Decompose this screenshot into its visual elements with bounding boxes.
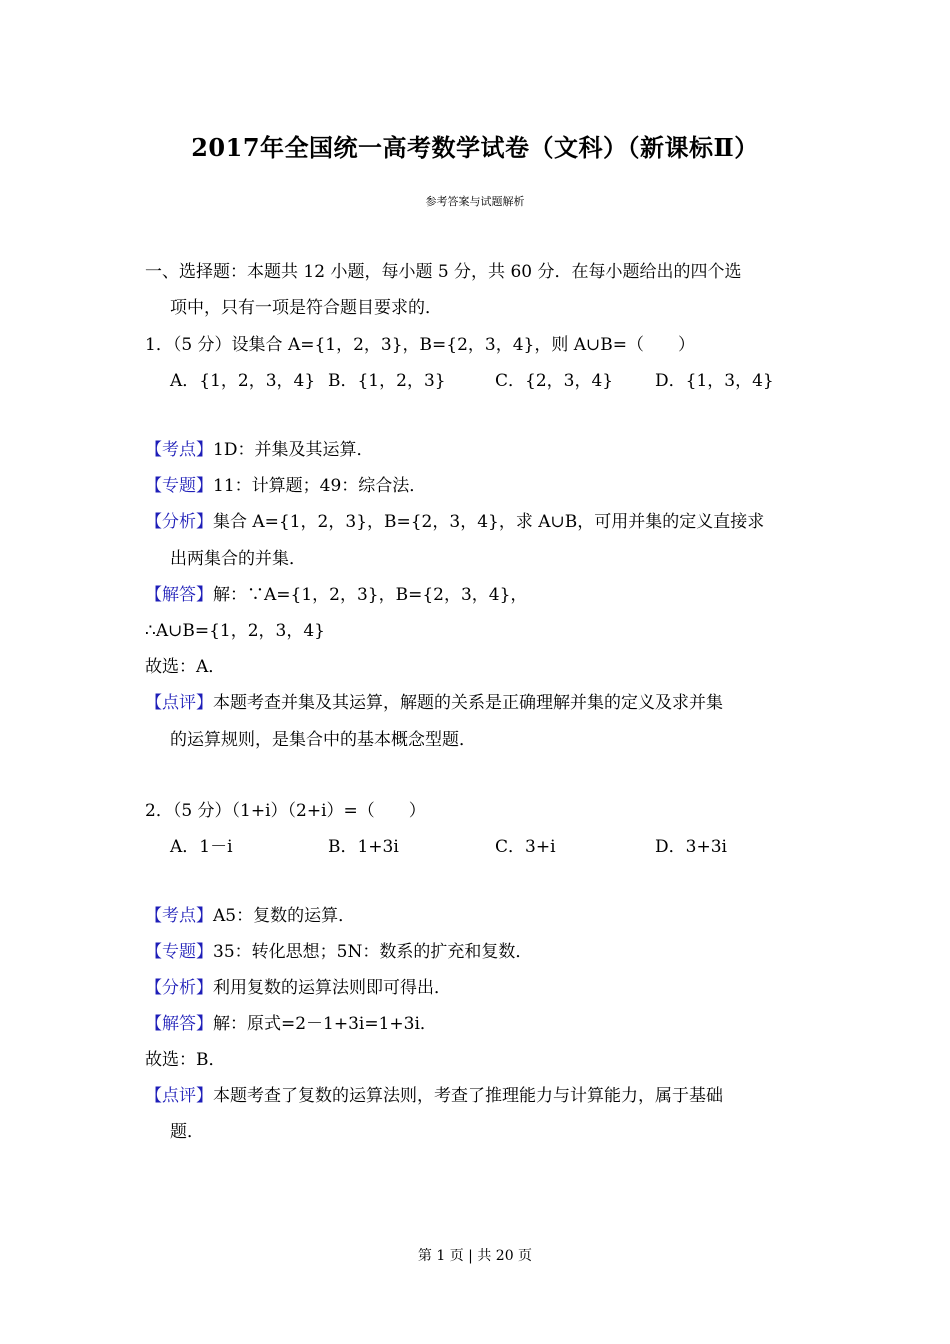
q2-kaodian-text: A5：复数的运算．	[213, 906, 356, 926]
q2-jieda-tag: 【解答】	[145, 1014, 213, 1034]
q2-zhuanti	[145, 937, 532, 962]
q1-kaodian-tag: 【考点】	[145, 440, 213, 460]
q2-fenxi-text: 利用复数的运算法则即可得出．	[213, 978, 451, 998]
q2-kaodian	[145, 901, 355, 926]
q1-fenxi	[145, 507, 764, 532]
q1-kaodian-text: 1D：并集及其运算．	[213, 440, 374, 460]
q2-option-b: B．1+3i	[328, 837, 399, 857]
q1-jieda	[145, 580, 527, 605]
q1-kaodian	[145, 435, 373, 460]
section-intro-line-2: 项中，只有一项是符合题目要求的．	[170, 298, 442, 318]
q2-kaodian-tag: 【考点】	[145, 906, 213, 926]
q1-option-c: C．{2，3，4}	[495, 371, 614, 391]
q2-option-c: C．3+i	[495, 837, 556, 857]
page-subtitle: 参考答案与试题解析	[425, 195, 525, 208]
q1-dianping	[145, 688, 723, 713]
q1-zhuanti-text: 11：计算题；49：综合法．	[213, 476, 427, 496]
q2-fenxi	[145, 973, 451, 998]
q1-option-b: B．{1，2，3}	[328, 371, 446, 391]
q2-answer: 故选：B．	[145, 1050, 226, 1070]
q2-stem: 2．（5 分）（1+i）（2+i）=（ ）	[145, 801, 426, 821]
q1-zhuanti-tag: 【专题】	[145, 476, 213, 496]
q2-option-a: A．1－i	[170, 837, 233, 857]
q1-zhuanti	[145, 471, 426, 496]
q1-dianping-text: 本题考查并集及其运算，解题的关系是正确理解并集的定义及求并集	[213, 693, 723, 713]
q2-dianping	[145, 1081, 723, 1106]
q1-fenxi-text: 集合 A={1，2，3}，B={2，3，4}，求 A∪B，可用并集的定义直接求	[213, 512, 765, 532]
q2-dianping-cont: 题．	[170, 1122, 204, 1142]
q1-option-a: A．{1，2，3，4}	[170, 371, 316, 391]
q2-dianping-text: 本题考查了复数的运算法则，考查了推理能力与计算能力，属于基础	[213, 1086, 723, 1106]
q1-fenxi-cont: 出两集合的并集．	[170, 549, 306, 569]
q1-answer: 故选：A．	[145, 657, 226, 677]
q1-stem: 1．（5 分）设集合 A={1，2，3}，B={2，3，4}，则 A∪B=（ ）	[145, 335, 696, 355]
q2-zhuanti-tag: 【专题】	[145, 942, 213, 962]
q2-option-d: D．3+3i	[655, 837, 727, 857]
q2-jieda	[145, 1009, 437, 1034]
q2-fenxi-tag: 【分析】	[145, 978, 213, 998]
q1-jieda-text: 解：∵A={1，2，3}，B={2，3，4}，	[213, 585, 528, 605]
q1-jieda-cont: ∴A∪B={1，2，3，4}	[145, 621, 325, 641]
q1-jieda-tag: 【解答】	[145, 585, 213, 605]
page-title: 2017年全国统一高考数学试卷（文科）（新课标Ⅱ）	[191, 133, 759, 162]
q1-dianping-tag: 【点评】	[145, 693, 213, 713]
q1-dianping-cont: 的运算规则，是集合中的基本概念型题．	[170, 730, 476, 750]
page-footer: 第 1 页 | 共 20 页	[417, 1248, 533, 1264]
q1-fenxi-tag: 【分析】	[145, 512, 213, 532]
q1-option-d: D．{1，3，4}	[655, 371, 774, 391]
q2-zhuanti-text: 35：转化思想；5N：数系的扩充和复数．	[213, 942, 533, 962]
q2-dianping-tag: 【点评】	[145, 1086, 213, 1106]
q2-jieda-text: 解：原式=2－1+3i=1+3i．	[213, 1014, 437, 1034]
section-intro-line-1: 一、选择题：本题共 12 小题，每小题 5 分，共 60 分．在每小题给出的四个选	[145, 262, 742, 282]
